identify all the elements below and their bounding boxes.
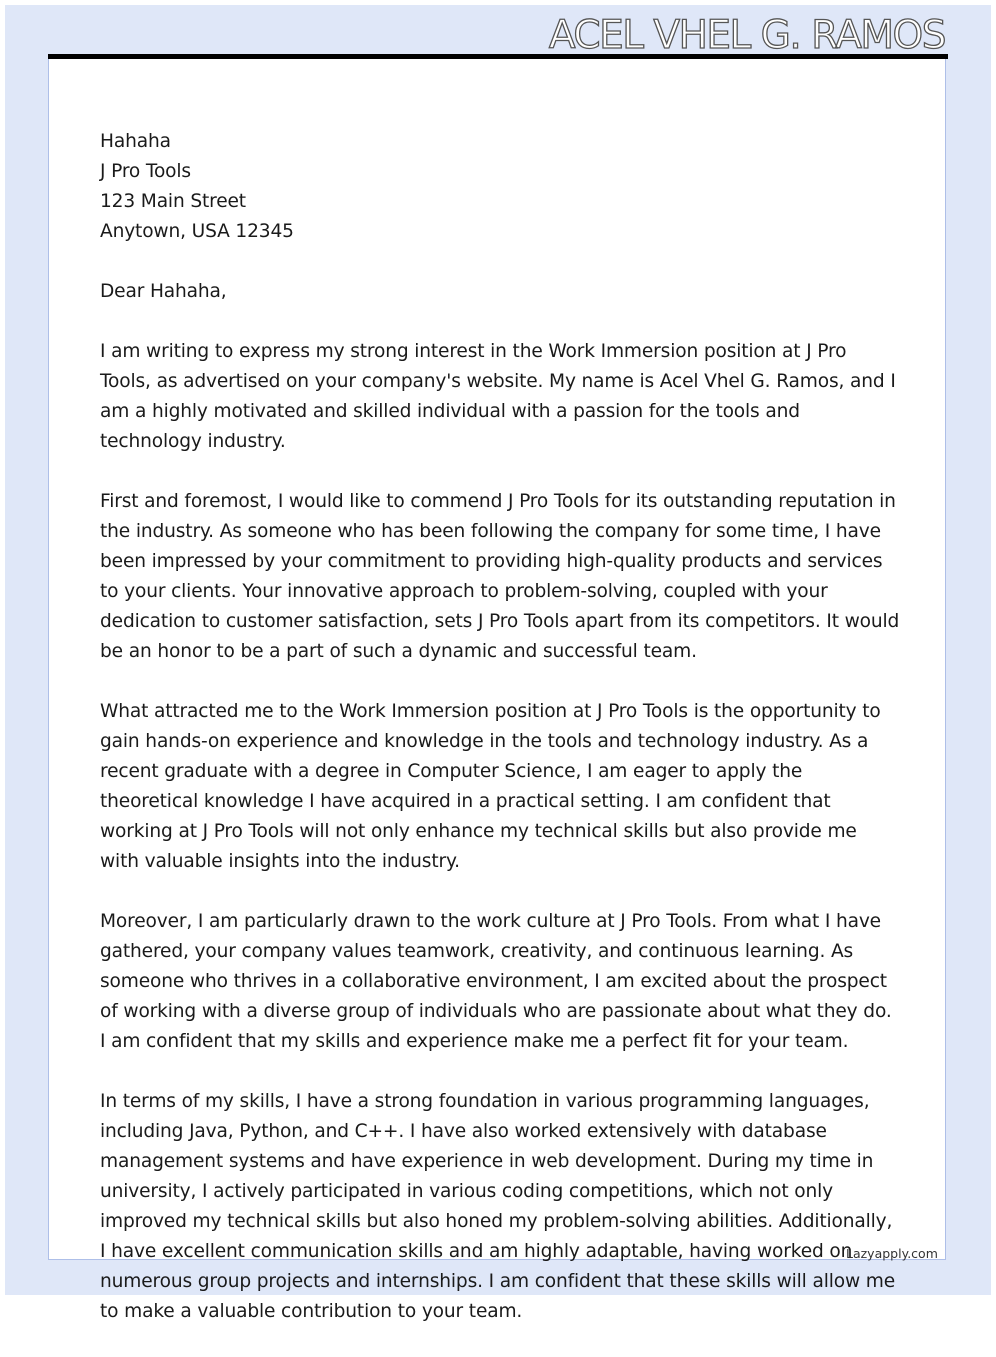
paragraph-3: What attracted me to the Work Immersion position at J Pro Tools is the opportunity to gain hands-on experience and knowledge in the tools and technology industry. As a recent graduate with a degree in Computer Science, I am eager to apply the theoretical knowledge I have acquired in a practical setting. I am confident that working at J Pro Tools will not only enhance my technical skills but also provide me with valuable insights into the industry. [100,701,881,872]
watermark: Lazyapply.com [846,1246,938,1261]
paragraph-5: In terms of my skills, I have a strong foundation in various programming languages, including Java, Python, and C++. I have also worked extensively with database management systems and have experience in web development. During my time in university, I actively participated in various coding competitions, which not only improved my technical skills but also honed my problem-solving abilities. Additionally, I have excellent communication skills and am highly adaptable, having worked on numerous group projects and internships. I am confident that these skills will allow me to make a valuable contribution to your team. [100,1091,896,1322]
recipient-name: Hahaha [100,131,171,152]
applicant-name: ACEL VHEL G. RAMOS [548,13,945,58]
salutation: Dear Hahaha, [100,281,227,302]
letter-body [100,97,900,1357]
paragraph-1: I am writing to express my strong interest in the Work Immersion position at J Pro Tools, as advertised on your company's website. My name is Acel Vhel G. Ramos, and I am a highly motivated and skilled individual with a passion for the tools and technology industry. [100,341,896,452]
paragraph-2: First and foremost, I would like to commend J Pro Tools for its outstanding reputation in the industry. As someone who has been following the company for some time, I have been impressed by your commitment to providing high-quality products and services to your clients. Your innovative approach to problem-solving, coupled with your dedication to customer satisfaction, sets J Pro Tools apart from its competitors. It would be an honor to be a part of such a dynamic and successful team. [100,491,900,662]
recipient-company: J Pro Tools [100,161,191,182]
paragraph-4: Moreover, I am particularly drawn to the work culture at J Pro Tools. From what I have gathered, your company values teamwork, creativity, and continuous learning. As someone who thrives in a collaborative environment, I am excited about the prospect of working with a diverse group of individuals who are passionate about what they do. I am confident that my skills and experience make me a perfect fit for your team. [100,911,892,1052]
recipient-street: 123 Main Street [100,191,246,212]
recipient-city: Anytown, USA 12345 [100,221,294,242]
